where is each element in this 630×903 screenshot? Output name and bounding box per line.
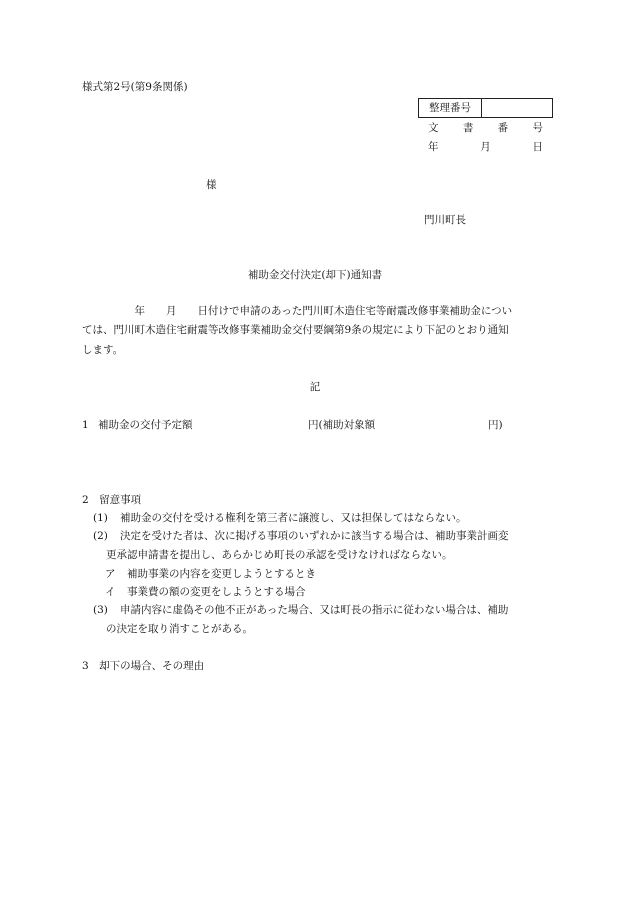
grant-amount-unit: 円(補助対象額 (308, 419, 376, 431)
doc-char: 号 (532, 122, 543, 134)
reference-number-label: 整理番号 (419, 99, 482, 118)
document-number-label (428, 123, 543, 134)
reference-number-value (482, 99, 553, 118)
date-day: 日 (532, 141, 543, 153)
note-item-continuation: の決定を取り消すことがある。 (106, 623, 253, 635)
body-text-line: 年 月 日付けで申請のあった門川町木造住宅等耐震改修事業補助金につい (82, 305, 513, 317)
sub-item-label: イ (105, 586, 116, 598)
subsidy-base-unit: 円) (488, 419, 503, 431)
note-item-text: 決定を受けた者は、次に掲げる事項のいずれかに該当する場合は、補助事業計画変 (120, 530, 509, 542)
doc-char: 文 (428, 122, 439, 134)
document-title: 補助金交付決定(却下)通知書 (247, 269, 383, 281)
issue-date (428, 142, 543, 153)
doc-char: 書 (462, 122, 474, 134)
addressee-suffix: 様 (206, 179, 217, 191)
note-item-text: 申請内容に虚偽その他不正があった場合、又は町長の指示に従わない場合は、補助 (120, 604, 509, 616)
note-item-number: (1) (93, 512, 108, 524)
section2-heading: 2 留意事項 (82, 494, 142, 506)
form-number: 様式第2号(第9条関係) (82, 81, 188, 93)
ki-heading: 記 (309, 381, 321, 393)
note-item-number: (2) (93, 530, 108, 542)
body-text-line: します。 (82, 344, 124, 356)
note-item-number: (3) (93, 604, 108, 616)
body-text-line: ては、門川町木造住宅耐震等改修事業補助金交付要綱第9条の規定により下記のとおり通知 (82, 324, 509, 336)
note-item-text: 補助金の交付を受ける権利を第三者に譲渡し、又は担保してはならない。 (120, 512, 467, 524)
reference-number-table (418, 98, 553, 118)
issuer-name: 門川町長 (424, 214, 466, 226)
note-item-continuation: 更承認申請書を提出し、あらかじめ町長の承認を受けなければならない。 (106, 549, 453, 561)
sub-item-text: 事業費の額の変更をしようとする場合 (127, 586, 306, 598)
grant-amount-label: 補助金の交付予定額 (98, 419, 193, 431)
sub-item-text: 補助事業の内容を変更しようとするとき (127, 568, 316, 580)
section3-heading: 3 却下の場合、その理由 (82, 660, 205, 672)
date-month: 月 (480, 141, 491, 153)
sub-item-label: ア (105, 568, 116, 580)
section1-number: 1 (82, 419, 89, 431)
date-year: 年 (428, 141, 439, 153)
doc-char: 番 (497, 122, 509, 134)
